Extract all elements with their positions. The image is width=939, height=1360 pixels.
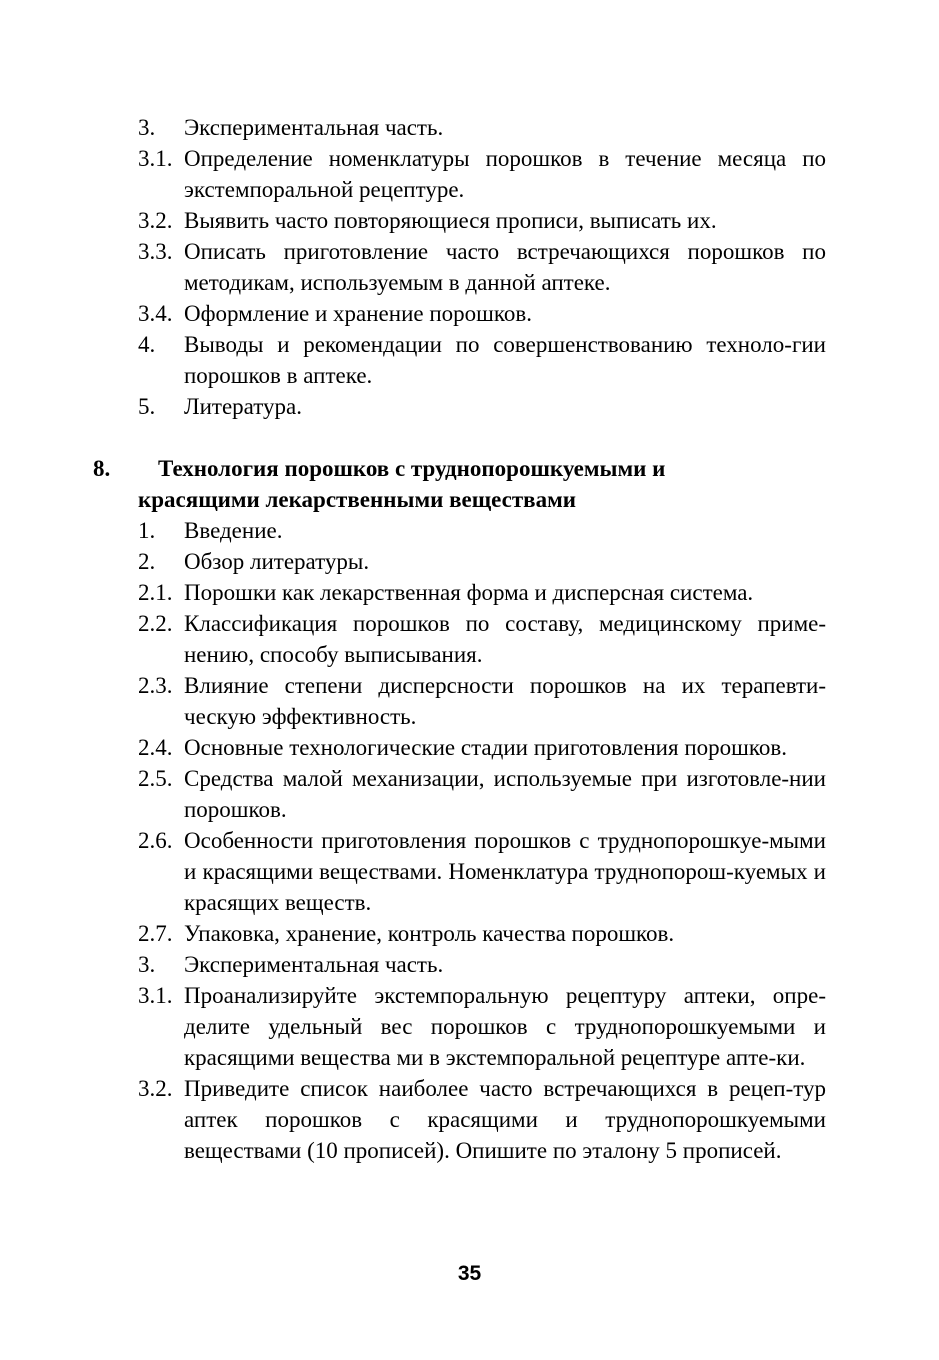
list-item bbox=[0, 670, 826, 732]
list-item bbox=[0, 391, 826, 422]
list-item-number: 2.3. bbox=[138, 673, 173, 698]
list-item-text: Определение номенклатуры порошков в течение месяца по экстемпоральной рецептуре. bbox=[184, 146, 826, 202]
list-item-number: 2.2. bbox=[138, 611, 173, 636]
list-item-number: 3.3. bbox=[138, 239, 173, 264]
list-item bbox=[0, 949, 826, 980]
list-item-number: 3.2. bbox=[138, 1076, 173, 1101]
list-item-text: Описать приготовление часто встречающихся порошков по методикам, используемым в данной аптеке. bbox=[184, 239, 826, 295]
list-item-number: 2.1. bbox=[138, 580, 173, 605]
list-item-text: Особенности приготовления порошков с труднопорошкуе-мыми и красящими веществами. Номенклатура труднопорош-куемых и красящих веществ. bbox=[184, 828, 826, 915]
list-item-number: 3. bbox=[138, 115, 156, 140]
list-item-text: Обзор литературы. bbox=[184, 549, 370, 574]
list-item bbox=[0, 112, 826, 143]
list-item-number: 4. bbox=[138, 332, 156, 357]
list-item-text: Введение. bbox=[184, 518, 283, 543]
list-item-number: 2.7. bbox=[138, 921, 173, 946]
list-item-text: Выводы и рекомендации по совершенствованию техноло-гии порошков в аптеке. bbox=[184, 332, 826, 388]
list-item-text: Экспериментальная часть. bbox=[184, 115, 444, 140]
list-item-number: 3.4. bbox=[138, 301, 173, 326]
list-item-text: Влияние степени дисперсности порошков на их терапевти-ческую эффективность. bbox=[184, 673, 826, 729]
list-item bbox=[0, 205, 826, 236]
list-item-text: Проанализируйте экстемпоральную рецептуру аптеки, опре-делите удельный вес порошков с труднопорошкуемыми и красящими вещества ми в экстемпоральной рецептуре апте-ки. bbox=[184, 983, 826, 1070]
list-item-text: Средства малой механизации, используемые при изготовле-нии порошков. bbox=[184, 766, 826, 822]
list-item-number: 2.5. bbox=[138, 766, 173, 791]
list-item bbox=[0, 515, 826, 546]
section-number: 8. bbox=[93, 456, 111, 481]
list-item-text: Экспериментальная часть. bbox=[184, 952, 444, 977]
list-item-number: 1. bbox=[138, 518, 156, 543]
list-item-text: Выявить часто повторяющиеся прописи, выписать их. bbox=[184, 208, 717, 233]
list-item-text: Основные технологические стадии приготовления порошков. bbox=[184, 735, 787, 760]
list-item bbox=[0, 732, 826, 763]
list-item bbox=[0, 980, 826, 1073]
list-item-number: 3.1. bbox=[138, 983, 173, 1008]
list-item-text: Упаковка, хранение, контроль качества порошков. bbox=[184, 921, 675, 946]
list-item-number: 2.6. bbox=[138, 828, 173, 853]
list-item-number: 2. bbox=[138, 549, 156, 574]
list-item bbox=[0, 1073, 826, 1166]
list-item bbox=[0, 577, 826, 608]
page-number: 35 bbox=[457, 1262, 482, 1285]
list-item-number: 2.4. bbox=[138, 735, 173, 760]
list-item bbox=[0, 329, 826, 391]
top-numbered-list bbox=[0, 112, 939, 422]
section-title: Технология порошков с труднопорошкуемыми и красящими лекарственными веществами bbox=[138, 456, 666, 512]
list-item bbox=[0, 763, 826, 825]
section-heading bbox=[0, 453, 939, 515]
list-item bbox=[0, 143, 826, 205]
list-item bbox=[0, 825, 826, 918]
list-item-text: Классификация порошков по составу, медицинскому приме-нению, способу выписывания. bbox=[184, 611, 826, 667]
list-item-text: Приведите список наиболее часто встречающихся в рецеп-тур аптек порошков с красящими и труднопорошкуемыми веществами (10 прописей). Опишите по эталону 5 прописей. bbox=[184, 1076, 826, 1163]
list-item-text: Литература. bbox=[184, 394, 302, 419]
list-item-number: 5. bbox=[138, 394, 156, 419]
list-item-text: Оформление и хранение порошков. bbox=[184, 301, 532, 326]
section-numbered-list bbox=[0, 515, 939, 1166]
list-item bbox=[0, 608, 826, 670]
list-item-number: 3.1. bbox=[138, 146, 173, 171]
list-item bbox=[0, 918, 826, 949]
list-item-text: Порошки как лекарственная форма и дисперсная система. bbox=[184, 580, 754, 605]
list-item bbox=[0, 546, 826, 577]
list-item-number: 3.2. bbox=[138, 208, 173, 233]
list-item bbox=[0, 298, 826, 329]
list-item bbox=[0, 236, 826, 298]
list-item-number: 3. bbox=[138, 952, 156, 977]
